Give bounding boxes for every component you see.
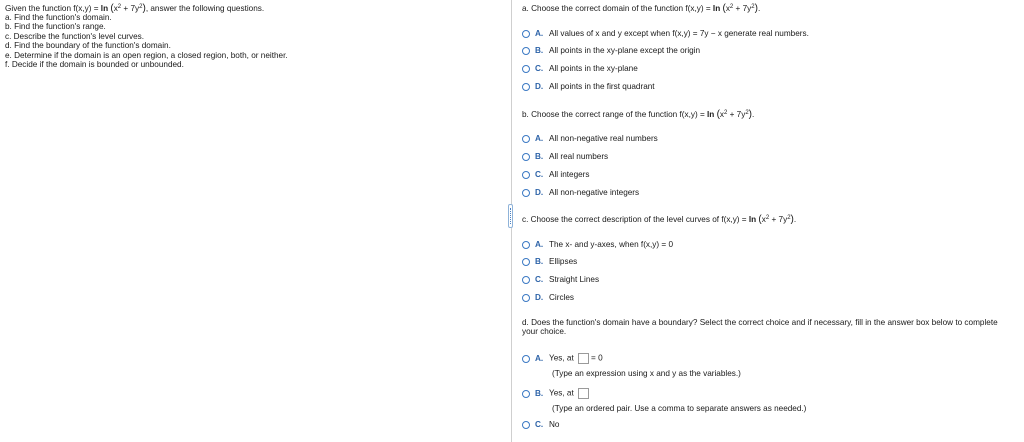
radio-button[interactable] bbox=[522, 30, 530, 38]
option-text: Circles bbox=[549, 293, 575, 302]
option-d-c[interactable] bbox=[522, 420, 559, 432]
func-name: ln bbox=[100, 4, 109, 13]
option-letter: B. bbox=[535, 388, 544, 398]
expr-plus: + 7y bbox=[769, 215, 788, 224]
question-c-text: c. Choose the correct description of the level curves of f(x,y) = bbox=[522, 215, 749, 224]
option-letter: A. bbox=[535, 353, 544, 363]
option-text: All points in the xy-plane bbox=[549, 64, 638, 73]
option-letter: A. bbox=[535, 29, 544, 38]
expr-plus: + 7y bbox=[727, 110, 746, 119]
radio-button[interactable] bbox=[522, 135, 530, 143]
expr-exp: 2 bbox=[117, 4, 122, 10]
question-a-title: a. Choose the correct domain of the function $f(x,y) = \ln (x^2 + 7y^2)$. bbox=[522, 3, 761, 14]
radio-button[interactable] bbox=[522, 171, 530, 179]
expr-exp: 2 bbox=[139, 4, 143, 10]
func-name: ln bbox=[707, 110, 715, 119]
option-letter: C. bbox=[535, 275, 544, 284]
option-letter: C. bbox=[535, 64, 544, 73]
option-a-b[interactable] bbox=[522, 46, 700, 58]
question-d-title: d. Does the function's domain have a boundary? Select the correct choice and if necessary, fill in the answer box below to complete your choice. bbox=[522, 318, 998, 337]
option-c-a[interactable] bbox=[522, 240, 673, 252]
radio-button[interactable] bbox=[522, 421, 530, 429]
question-b-text: b. Choose the correct range of the function f(x,y) = bbox=[522, 110, 707, 119]
expr-exp: 2 bbox=[724, 110, 728, 116]
radio-button[interactable] bbox=[522, 189, 530, 197]
radio-button[interactable] bbox=[522, 294, 530, 302]
intro-text: Given the function f(x,y) = bbox=[5, 4, 101, 13]
option-a-d[interactable] bbox=[522, 82, 655, 94]
option-suffix: = 0 bbox=[591, 353, 603, 363]
radio-button[interactable] bbox=[522, 47, 530, 55]
problem-item: a. Find the function's domain. bbox=[5, 12, 112, 22]
problem-item: d. Find the boundary of the function's domain. bbox=[5, 41, 171, 50]
radio-button[interactable] bbox=[522, 276, 530, 284]
expr-x: x bbox=[761, 215, 766, 224]
expr-x: x bbox=[719, 110, 724, 119]
option-text: All real numbers bbox=[549, 152, 609, 161]
option-a-c[interactable] bbox=[522, 64, 638, 76]
option-b-d[interactable] bbox=[522, 188, 639, 200]
option-text: All points in the first quadrant bbox=[549, 82, 655, 91]
problem-item: f. Decide if the domain is bounded or unbounded. bbox=[5, 60, 184, 69]
option-a-a[interactable] bbox=[522, 29, 809, 41]
option-text: All integers bbox=[549, 170, 590, 179]
expr-exp: 2 bbox=[765, 215, 770, 221]
expr-exp: 2 bbox=[729, 4, 734, 10]
option-text: Yes, at bbox=[549, 353, 574, 363]
radio-button[interactable] bbox=[522, 355, 530, 363]
option-text: Yes, at bbox=[549, 388, 574, 398]
expr-x: x bbox=[725, 4, 730, 13]
option-text: The x- and y-axes, when f(x,y) = 0 bbox=[549, 240, 673, 249]
option-d-b-hint: (Type an ordered pair. Use a comma to separate answers as needed.) bbox=[552, 404, 807, 413]
option-c-d[interactable] bbox=[522, 293, 574, 305]
func-name: ln bbox=[712, 4, 721, 13]
problem-item: e. Determine if the domain is an open region, a closed region, both, or neither. bbox=[5, 50, 288, 60]
option-text: Ellipses bbox=[549, 257, 578, 266]
option-text: All non-negative real numbers bbox=[549, 134, 658, 143]
question-b-title: b. Choose the correct range of the function $f(x,y) = \ln (x^2 + 7y^2)$. bbox=[522, 109, 755, 120]
option-letter: D. bbox=[535, 293, 544, 302]
problem-item: b. Find the function's range. bbox=[5, 22, 106, 31]
option-d-a[interactable] bbox=[522, 353, 603, 365]
problem-panel bbox=[5, 3, 505, 70]
expr-exp: 2 bbox=[745, 110, 749, 116]
problem-item: c. Describe the function's level curves. bbox=[5, 31, 144, 41]
option-letter: B. bbox=[535, 257, 544, 266]
radio-button[interactable] bbox=[522, 65, 530, 73]
expr-x: x bbox=[113, 4, 118, 13]
option-letter: C. bbox=[535, 420, 544, 429]
option-b-b[interactable] bbox=[522, 152, 608, 164]
radio-button[interactable] bbox=[522, 258, 530, 266]
option-letter: A. bbox=[535, 134, 544, 143]
radio-button[interactable] bbox=[522, 83, 530, 91]
func-name: ln bbox=[748, 215, 757, 224]
option-letter: D. bbox=[535, 82, 544, 91]
option-text: All points in the xy-plane except the origin bbox=[549, 46, 701, 55]
radio-button[interactable] bbox=[522, 241, 530, 249]
option-b-c[interactable] bbox=[522, 170, 590, 182]
question-c-title: c. Choose the correct description of the level curves of $f(x,y) = \ln (x^2 + 7y^2)$. bbox=[522, 214, 797, 225]
intro-post: , answer the following questions. bbox=[145, 4, 265, 13]
problem-intro: Given the function $f(x,y) = \ln (x^2 + 7y^2)$, answer the following questions. bbox=[5, 3, 265, 14]
option-letter: C. bbox=[535, 170, 544, 179]
option-text: All non-negative integers bbox=[549, 188, 640, 197]
option-b-a[interactable] bbox=[522, 134, 658, 146]
question-a-text: a. Choose the correct domain of the function f(x,y) = bbox=[522, 4, 713, 13]
option-text: Straight Lines bbox=[549, 275, 600, 284]
expr-exp: 2 bbox=[751, 4, 755, 10]
option-text: No bbox=[549, 420, 560, 429]
radio-button[interactable] bbox=[522, 390, 530, 398]
answer-input-box[interactable] bbox=[578, 388, 589, 399]
option-letter: B. bbox=[535, 46, 544, 55]
option-letter: B. bbox=[535, 152, 544, 161]
radio-button[interactable] bbox=[522, 153, 530, 161]
grip-icon bbox=[510, 208, 512, 224]
option-d-b[interactable] bbox=[522, 388, 591, 400]
expr-plus: + 7y bbox=[121, 4, 140, 13]
option-letter: A. bbox=[535, 240, 544, 249]
expr-plus: + 7y bbox=[733, 4, 752, 13]
expr-exp: 2 bbox=[787, 215, 791, 221]
option-c-b[interactable] bbox=[522, 257, 577, 269]
option-c-c[interactable] bbox=[522, 275, 599, 287]
panel-splitter-handle[interactable] bbox=[508, 204, 513, 228]
answer-input-box[interactable] bbox=[578, 353, 589, 364]
option-text: All values of x and y except when f(x,y) = 7y − x generate real numbers. bbox=[549, 29, 809, 38]
option-d-a-hint: (Type an expression using x and y as the variables.) bbox=[552, 369, 741, 378]
option-letter: D. bbox=[535, 188, 544, 197]
